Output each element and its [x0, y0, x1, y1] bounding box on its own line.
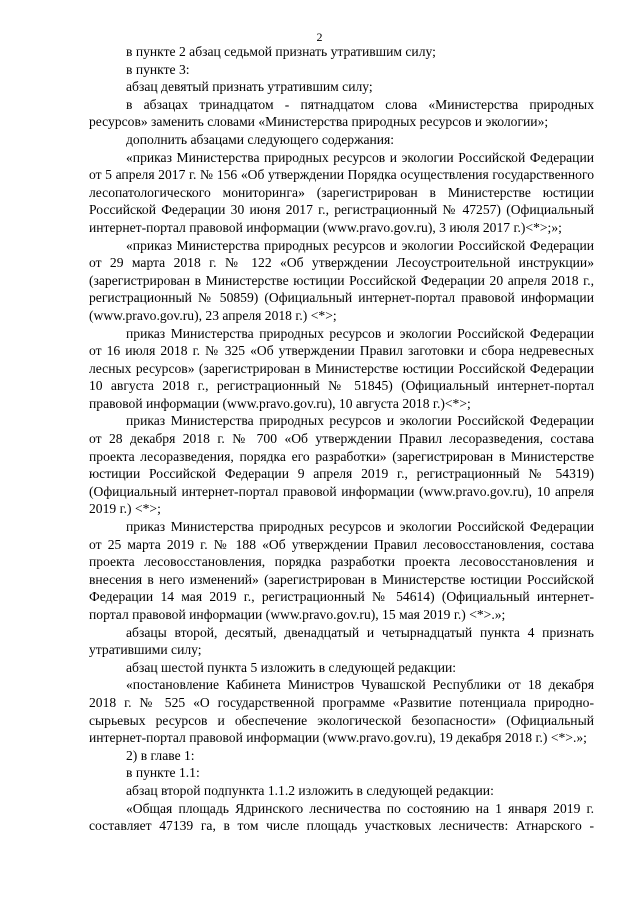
- paragraph: приказ Министерства природных ресурсов и экологии Российской Федерации от 16 июля 2018 г. № 325 «Об утверждении Правил заготовки и сбора недревесных лесных ресурсов» (зарегистрирован в Министерстве юстиции Российской Федерации 10 августа 2018 г., регистрационный № 51845) (Официальный интернет-портал правовой информации (www.pravo.gov.ru), 10 августа 2018 г.)<*>;: [89, 325, 594, 411]
- paragraph: в абзацах тринадцатом - пятнадцатом слова «Министерства природных ресурсов» заменить словами «Министерства природных ресурсов и экологии»;: [89, 96, 594, 130]
- document-body: [89, 43, 594, 835]
- paragraph: дополнить абзацами следующего содержания:: [126, 131, 395, 147]
- paragraph: абзацы второй, десятый, двенадцатый и четырнадцатый пункта 4 признать утратившими силу;: [89, 624, 594, 658]
- paragraph: абзац второй подпункта 1.1.2 изложить в следующей редакции:: [126, 782, 494, 798]
- paragraph: абзац шестой пункта 5 изложить в следующей редакции:: [126, 659, 457, 675]
- paragraph: «приказ Министерства природных ресурсов и экологии Российской Федерации от 29 марта 2018 г. № 122 «Об утверждении Лесоустроительной инструкции» (зарегистрирован в Министерстве юстиции Российской Федерации 20 апреля 2018 г., регистрационный № 50859) (Официальный интернет-портал правовой информации (www.pravo.gov.ru), 23 апреля 2018 г.) <*>;: [89, 237, 594, 323]
- paragraph: абзац девятый признать утратившим силу;: [126, 79, 373, 95]
- paragraph: «Общая площадь Ядринского лесничества по состоянию на 1 января 2019 г. составляет 47139 га, в том числе площадь участковых лесничеств: Атнарского -: [89, 800, 594, 834]
- paragraph: в пункте 2 абзац седьмой признать утратившим силу;: [126, 44, 436, 59]
- paragraph: приказ Министерства природных ресурсов и экологии Российской Федерации от 25 марта 2019 г. № 188 «Об утверждении Правил лесовосстановления, состава проекта лесовосстановления, порядка разработки проекта лесовосстановления и внесения в него изменений» (зарегистрирован в Министерстве юстиции Российской Федерации 14 мая 2019 г., регистрационный № 54614) (Официальный интернет-портал правовой информации (www.pravo.gov.ru), 15 мая 2019 г.) <*>.»;: [89, 519, 594, 622]
- paragraph: приказ Министерства природных ресурсов и экологии Российской Федерации от 28 декабря 2018 г. № 700 «Об утверждении Правил лесоразведения, состава проекта лесоразведения, порядка его разработки» (зарегистрирован в Министерстве юстиции Российской Федерации 9 апреля 2019 г., регистрационный № 54319) (Официальный интернет-портал правовой информации (www.pravo.gov.ru), 10 апреля 2019 г.) <*>;: [89, 413, 594, 517]
- paragraph: «постановление Кабинета Министров Чувашской Республики от 18 декабря 2018 г. № 525 «О государственной программе «Развитие потенциала природно-сырьевых ресурсов и обеспечение экологической безопасности» (Официальный интернет-портал правовой информации (www.pravo.gov.ru), 19 декабря 2018 г.) <*>.»;: [89, 677, 594, 746]
- page-number: 2: [316, 30, 323, 44]
- paragraph: «приказ Министерства природных ресурсов и экологии Российской Федерации от 5 апреля 2017 г. № 156 «Об утверждении Порядка осуществления государственного лесопатологического мониторинга» (зарегистрирован в Министерстве юстиции Российской Федерации 30 июня 2017 г., регистрационный № 47257) (Официальный интернет-портал правовой информации (www.pravo.gov.ru), 3 июля 2017 г.)<*>;»;: [89, 149, 594, 235]
- paragraph: в пункте 1.1:: [126, 765, 200, 781]
- paragraph: в пункте 3:: [126, 61, 190, 77]
- paragraph: 2) в главе 1:: [126, 747, 195, 763]
